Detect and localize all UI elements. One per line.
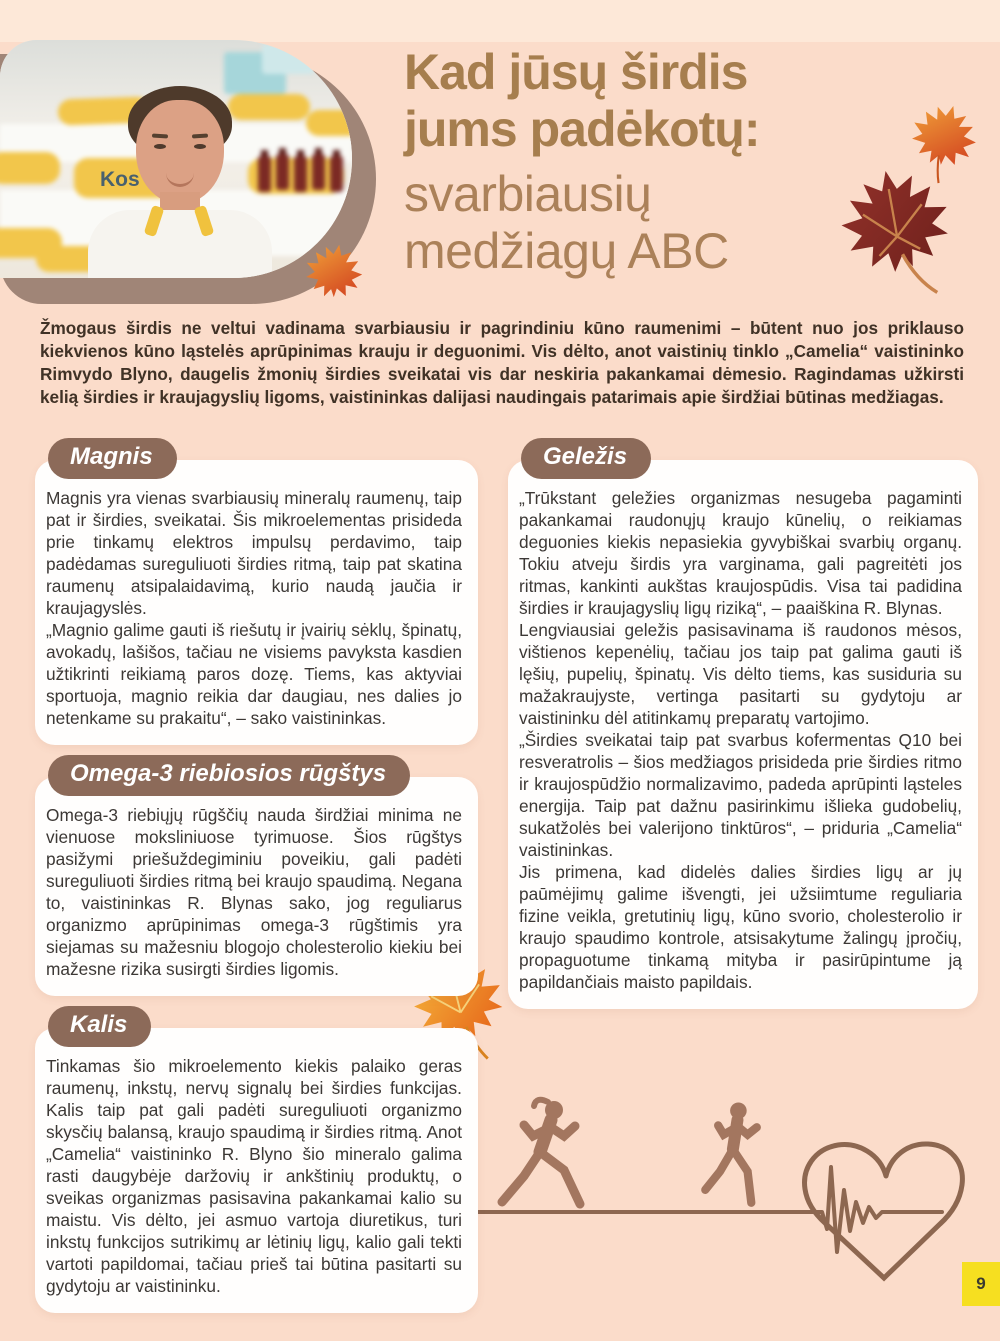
section-magnis-header: Magnis — [48, 438, 177, 479]
section-gelezis-header: Geležis — [521, 438, 651, 479]
intro-paragraph: Žmogaus širdis ne veltui vadinama svarbiausiu ir pagrindiniu kūno raumenimi – būtent nuo jos priklauso kiekvienos kūno ląstelės aprūpinimas krauju ir deguonimi. Vis dėlto, anot vaistinių tinklo „Camelia“ vaistininko Rimvydo Blyno, daugelis žmonių širdies sveikatai vis dar neskiria pakankamai dėmesio. Ragindamas užkirsti kelią širdies ir kraujagyslių ligoms, vaistininkas dalijasi naudingais patarimais apie širdžiai būtinas medžiagas. — [40, 318, 964, 407]
paragraph: Omega-3 riebiųjų rūgščių nauda širdžiai minima ne vienuose moksliniuose tyrimuose. Šios rūgštys pasižymi priešuždegiminiu poveikiu, gali padėti sureguliuoti širdies ritmą bei kraujo spaudimą. Negana to, vaistininkas R. Blynas sako, jog reguliarus organizmo aprūpinimas omega-3 rūgštimis yra siejamas su mažesniu blogojo cholesterolio kiekiu bei mažesne rizika susirgti širdies ligomis. — [46, 805, 462, 979]
syrup-bottle — [294, 156, 307, 192]
right-column — [508, 438, 978, 1019]
section-gelezis — [508, 438, 978, 1009]
section-omega3-header: Omega-3 riebiosios rūgštys — [48, 755, 410, 796]
product-box — [262, 44, 314, 74]
subtitle-line-2: medžiagų ABC — [404, 223, 729, 279]
runner-woman-silhouette — [502, 1100, 580, 1204]
section-magnis-body — [35, 460, 478, 745]
eye — [194, 144, 206, 149]
page-number: 9 — [976, 1274, 986, 1293]
pharmacist-face — [136, 100, 224, 204]
runner-man-silhouette — [705, 1102, 757, 1202]
section-magnis — [35, 438, 478, 745]
top-strip — [0, 0, 1000, 42]
title-line-1: Kad jūsų širdis — [404, 44, 748, 100]
pharmacist-shirt — [88, 210, 272, 278]
paragraph: „Trūkstant geležies organizmas nesugeba pagaminti pakankamai raudonųjų kraujo kūnelių, o reikiamas deguonies kiekis nepasiekia gyvybiškai svarbių organų. Tokiu atveju širdis yra varginama, gali pagreitėti jos ritmas, kankinti aukštas kraujospūdis. Visa tai padidina širdies ir kraujagyslių ligų riziką“, – paaiškina R. Blynas. — [519, 488, 962, 618]
maple-leaf-large-icon — [816, 159, 979, 314]
syrup-bottle — [258, 156, 271, 192]
syrup-bottle — [276, 154, 289, 190]
section-kalis — [35, 1006, 478, 1313]
paragraph: „Magnio galime gauti iš riešutų ir įvairių sėklų, špinatų, avokadų, lašišos, tačiau ne visiems pavyksta kasdien užtikrinti reikiamą paros dozę. Tiems, kas aktyviai sportuoja, magnio reikia dar daugiau, nes dalies jo netenkame su prakaitu“, – sako vaistininkas. — [46, 620, 462, 728]
brow — [152, 133, 168, 138]
runners-heartbeat-illustration — [478, 1092, 978, 1302]
eye — [154, 144, 166, 149]
section-omega3-body — [35, 777, 478, 996]
maple-leaf-photo-corner-icon — [290, 237, 375, 320]
smile — [166, 170, 194, 187]
page-number-tab — [962, 1262, 1000, 1306]
left-column — [35, 438, 478, 1323]
syrup-bottle — [312, 154, 325, 190]
paragraph: Lengviausiai geležis pasisavinama iš raudonos mėsos, vištienos kepenėlių, tačiau jos taip pat galima gauti iš lęšių, pupelių, špinatų. Vis dėlto tiems, kas susiduria su mažakraujyste, vertinga pasitarti su gydytoju ar vaistininku dėl atitinkamų preparatų vartojimo. — [519, 620, 962, 728]
syrup-bottle — [330, 156, 343, 192]
photo-shelf-tab — [228, 94, 310, 120]
paragraph: „Širdies sveikatai taip pat svarbus kofermentas Q10 bei resveratrolis – šios medžiagos prisideda prie širdies ritmo ir kraujospūdžio normalizavimo, padeda aprūpinti ląsteles energija. Taip pat dažnu pasirinkimu išlieka gudobelių, sukatžolės bei valerijono tinktūros“, – priduria „Camelia“ vaistininkas. — [519, 730, 962, 860]
section-gelezis-body — [508, 460, 978, 1009]
shelf-label-text: Kos — [100, 168, 140, 191]
paragraph: Tinkamas šio mikroelemento kiekis palaiko geras raumenų, inkstų, nervų signalų bei širdies funkcijas. Kalis taip pat gali padėti sureguliuoti organizmo skysčių balansą, kraujo spaudimą ir širdies ritmą. Anot „Camelia“ vaistininko R. Blyno šio mineralo galima rasti daugybėje daržovių ir ankštinių produktų, o sveikas organizmas pasisavina pakankamai kalio su maistu. Vis dėlto, jei asmuo vartoja diuretikus, turi inkstų funkcijos sutrikimų ar lėtinių ligų, kalio gali tekti vartoti papildomai, tačiau prieš tai būtina pasitarti su gydytoju ar vaistininku. — [46, 1056, 462, 1296]
section-kalis-body — [35, 1028, 478, 1313]
section-kalis-header: Kalis — [48, 1006, 151, 1047]
pharmacist-photo — [0, 40, 352, 278]
subtitle-line-1: svarbiausių — [404, 166, 652, 222]
paragraph: Magnis yra vienas svarbiausių mineralų raumenų, taip pat ir širdies, sveikatai. Šis mikroelementas prisideda prie tinkamų elektros impulsų perdavimo, taip padėdamas sureguliuoti širdies ritmą, taip pat skatina raumenų atsipalaidavimą, kurio naudą jaučia ir kraujagyslės. — [46, 488, 462, 618]
photo-shelf-tab — [0, 152, 60, 184]
brow — [192, 133, 208, 138]
section-omega3 — [35, 755, 478, 996]
photo-shelf-tab — [306, 110, 352, 136]
page-title — [404, 44, 984, 158]
title-line-2: jums padėkotų: — [404, 101, 760, 157]
paragraph: Jis primena, kad didelės dalies širdies ligų ar jų paūmėjimų galime išvengti, jei užsiimtume reguliaria fizine veikla, gretutinių ligų, kūno svorio, cholesterolio ir kraujo spaudimo kontrole, atsisakytume žalingų įpročių, propaguotume tinkamą mityba ir pasirūpintume ją papildančiais maisto papildais. — [519, 862, 962, 992]
